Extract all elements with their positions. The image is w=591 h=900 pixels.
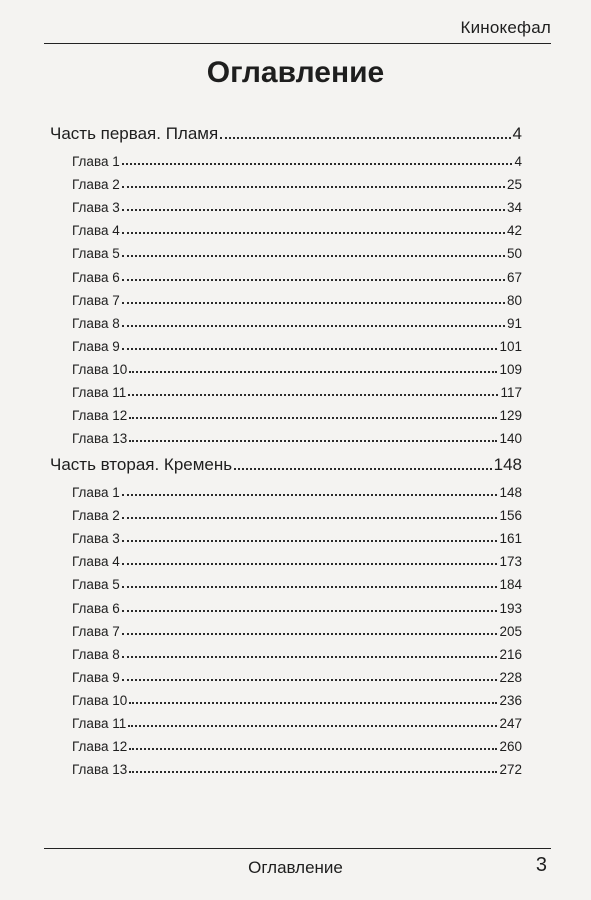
running-head-book-title: Кинокефал (460, 18, 551, 37)
toc-chapter-entry-label: Глава 13 (72, 762, 128, 778)
toc-chapter-entry-label: Глава 8 (72, 646, 120, 662)
toc-chapter-entry (50, 577, 522, 592)
toc-chapter-entry (50, 385, 522, 400)
toc-chapter-entry (50, 431, 522, 446)
bottom-rule (44, 848, 551, 849)
toc-chapter-entry-label: Глава 6 (72, 600, 120, 616)
toc-chapter-entry (50, 200, 522, 215)
dot-leader (122, 678, 498, 681)
toc-chapter-entry-page: 184 (499, 577, 522, 593)
dot-leader (122, 655, 498, 658)
toc-chapter-entry (50, 716, 522, 731)
toc-chapter-entry-label: Глава 5 (72, 577, 120, 593)
toc-part-entry-page: 4 (512, 124, 522, 143)
toc-chapter-entry-label: Глава 3 (72, 531, 120, 547)
toc-chapter-entry-page: 216 (499, 646, 522, 662)
toc-chapter-entry-label: Глава 1 (72, 154, 120, 169)
toc-chapter-entry-label: Глава 3 (72, 200, 120, 216)
toc-chapter-entry-label: Глава 4 (72, 554, 120, 570)
toc-chapter-entry-page: 161 (499, 531, 522, 547)
toc-chapter-entry-label: Глава 5 (72, 246, 120, 262)
toc-chapter-entry-page: 117 (500, 385, 522, 400)
toc-part-entry (50, 124, 522, 144)
toc-chapter-entry (50, 177, 522, 192)
page-title: Оглавление (206, 56, 385, 89)
dot-leader (129, 439, 497, 442)
toc-chapter-entry-page: 156 (499, 508, 522, 524)
top-rule (44, 43, 551, 44)
toc-chapter-entry (50, 601, 522, 616)
toc-chapter-entry-page: 101 (499, 338, 522, 354)
dot-leader (122, 516, 498, 519)
toc-part-entry (50, 455, 522, 475)
toc-chapter-entry-label: Глава 8 (72, 315, 120, 331)
toc-chapter-entry-label: Глава 2 (72, 177, 120, 193)
toc-chapter-entry (50, 246, 522, 261)
dot-leader (122, 208, 505, 211)
toc-chapter-entry-label: Глава 9 (72, 669, 120, 685)
dot-leader (129, 416, 497, 419)
toc-chapter-entry-label: Глава 7 (72, 292, 120, 308)
toc-chapter-entry-label: Глава 7 (72, 623, 120, 639)
toc-chapter-entry-page: 236 (499, 692, 522, 708)
toc-chapter-entry-page: 129 (499, 408, 522, 424)
dot-leader (122, 185, 505, 188)
toc-chapter-entry-page: 34 (506, 200, 522, 216)
toc-chapter-entry (50, 647, 522, 662)
toc-chapter-entry-label: Глава 11 (72, 716, 127, 731)
toc-chapter-entry-label: Глава 10 (72, 361, 128, 377)
dot-leader (129, 701, 497, 704)
toc-chapter-entry-label: Глава 11 (72, 385, 127, 400)
toc-chapter-entry-page: 228 (499, 669, 522, 685)
toc-part-entry-page: 148 (493, 455, 522, 474)
toc-chapter-entry-label: Глава 1 (72, 485, 120, 500)
dot-leader (122, 301, 505, 304)
toc-chapter-entry (50, 223, 522, 238)
toc-chapter-entry-page: 109 (499, 361, 522, 377)
toc-chapter-entry (50, 554, 522, 569)
toc-chapter-entry (50, 362, 522, 377)
toc-chapter-entry (50, 508, 522, 523)
toc-chapter-entry-label: Глава 12 (72, 408, 128, 424)
dot-leader (122, 231, 505, 234)
dot-leader (122, 254, 505, 257)
dot-leader (122, 278, 505, 281)
toc-chapter-entry (50, 154, 522, 169)
page-number: 3 (535, 854, 547, 876)
toc-chapter-entry-page: 260 (499, 739, 522, 755)
dot-leader (129, 370, 497, 373)
dot-leader (129, 770, 497, 773)
toc-chapter-entry-page: 193 (499, 600, 522, 616)
toc-chapter-entry-page: 50 (506, 246, 522, 262)
dot-leader (128, 393, 498, 396)
dot-leader (122, 324, 505, 327)
dot-leader (220, 136, 510, 139)
toc-chapter-entry-label: Глава 10 (72, 692, 128, 708)
dot-leader (122, 347, 498, 350)
toc-chapter-entry-page: 247 (499, 716, 522, 731)
dot-leader (122, 632, 498, 635)
toc-chapter-entry-page: 91 (506, 315, 522, 331)
dot-leader (122, 585, 498, 588)
dot-leader (234, 467, 492, 470)
dot-leader (122, 493, 498, 496)
toc-chapter-entry-label: Глава 12 (72, 739, 128, 755)
toc-chapter-entry (50, 531, 522, 546)
toc-chapter-entry (50, 316, 522, 331)
toc-part-entry-label: Часть вторая. Кремень (50, 455, 233, 474)
dot-leader (122, 162, 513, 165)
toc-chapter-entry (50, 739, 522, 754)
toc-chapter-entry (50, 293, 522, 308)
toc-chapter-entry (50, 408, 522, 423)
running-foot-section-title: Оглавление (248, 858, 343, 877)
toc-chapter-entry (50, 693, 522, 708)
toc-chapter-entry (50, 270, 522, 285)
toc-chapter-entry (50, 339, 522, 354)
toc-chapter-entry (50, 485, 522, 500)
toc-chapter-entry-label: Глава 9 (72, 338, 120, 354)
toc-chapter-entry-page: 148 (499, 485, 522, 500)
toc-chapter-entry (50, 670, 522, 685)
dot-leader (122, 609, 498, 612)
toc-chapter-entry-page: 42 (506, 223, 522, 239)
toc-chapter-entry-page: 25 (506, 177, 522, 193)
dot-leader (129, 747, 497, 750)
toc-chapter-entry-label: Глава 4 (72, 223, 120, 239)
toc-chapter-entry-label: Глава 6 (72, 269, 120, 285)
toc-part-entry-label: Часть первая. Пламя (50, 124, 219, 143)
dot-leader (122, 562, 498, 565)
toc-chapter-entry (50, 762, 522, 777)
dot-leader (128, 724, 497, 727)
dot-leader (122, 539, 498, 542)
toc-chapter-entry-page: 80 (506, 292, 522, 308)
toc-chapter-entry-page: 67 (506, 269, 522, 285)
toc-chapter-entry-label: Глава 2 (72, 508, 120, 524)
toc-chapter-entry-page: 173 (499, 554, 522, 570)
toc-chapter-entry-page: 140 (499, 431, 522, 447)
toc-chapter-entry-page: 4 (514, 154, 522, 169)
toc-chapter-entry (50, 624, 522, 639)
toc-chapter-entry-label: Глава 13 (72, 431, 128, 447)
toc-chapter-entry-page: 272 (499, 762, 522, 778)
toc-chapter-entry-page: 205 (499, 623, 522, 639)
